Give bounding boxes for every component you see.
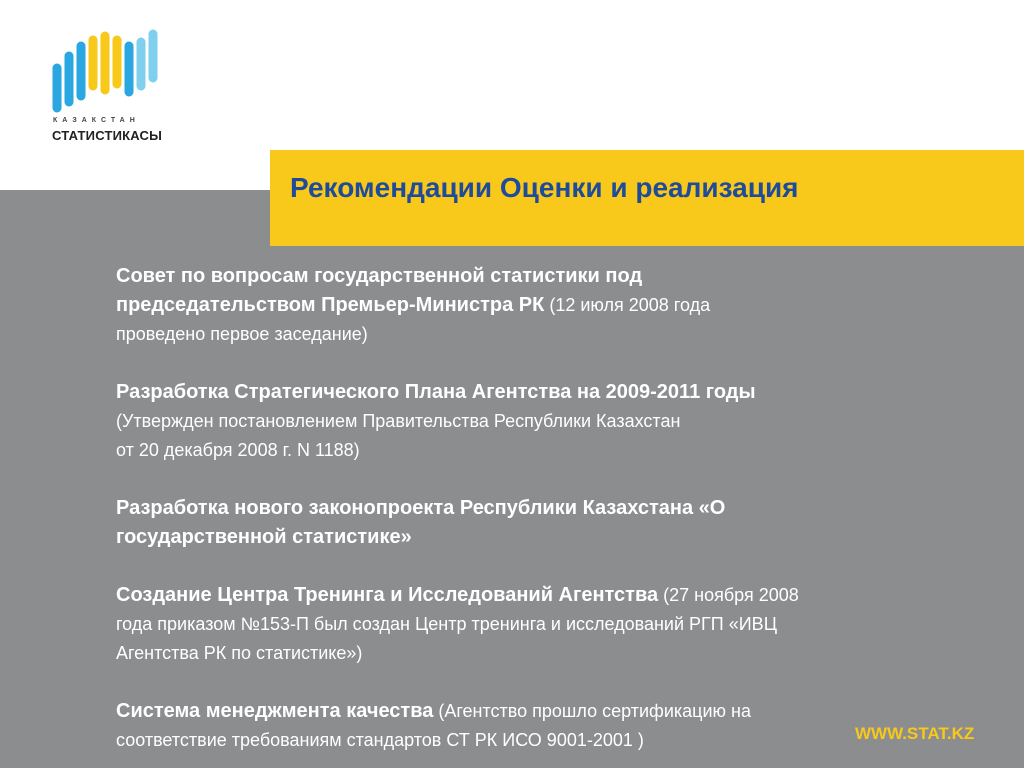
item-heading: Система менеджмента качества [116,700,434,722]
website-link[interactable]: WWW.STAT.KZ [855,724,975,743]
item-details: (27 ноября 2008 года приказом №153-П был создан Центр тренинга и исследований РГП «ИВЦ Агентства РК по статистике») [116,585,799,663]
slide-content [116,262,1006,784]
list-item [116,494,1006,552]
item-details: (12 июля 2008 года проведено первое заседание) [116,295,711,344]
item-details: (Утвержден постановлением Правительства Республики Казахстан от 20 декабря 2008 г. N 1188) [116,411,681,460]
logo-name: СТАТИСТИКАСЫ [52,128,163,143]
item-heading: Разработка нового законопроекта Республики Казахстана «О государственной статистике» [116,497,726,548]
list-item [116,262,1006,349]
list-item [116,378,1006,465]
item-heading: Создание Центра Тренинга и Исследований Агентства [116,584,659,606]
item-details: (Агентство прошло сертификацию на соответствие требованиям стандартов СТ РК ИСО 9001-2001 ) [116,701,751,750]
list-item [116,581,1006,668]
logo-subtitle: КАЗАКСТАН [53,117,140,124]
slide-title: Рекомендации Оценки и реализация [290,172,799,203]
item-heading: Разработка Стратегического Плана Агентства на 2009-2011 годы [116,381,756,403]
item-heading: Совет по вопросам государственной статистики под председательством Премьер-Министра РК [116,265,643,316]
